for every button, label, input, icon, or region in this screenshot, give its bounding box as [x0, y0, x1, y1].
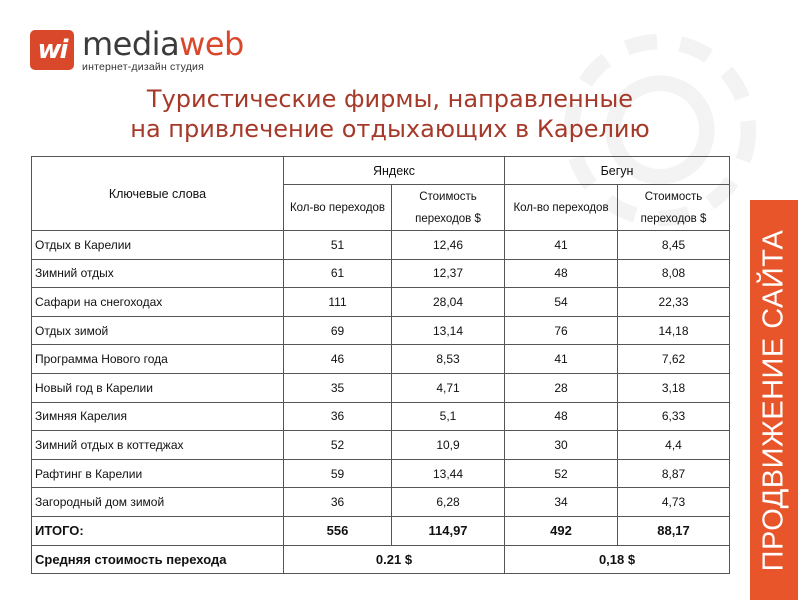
keywords-table	[31, 156, 730, 574]
logo-name-part2: web	[179, 25, 244, 63]
begun-clicks-header: Кол-во переходов	[505, 185, 618, 231]
logo-tagline: интернет-дизайн студия	[82, 61, 205, 73]
begun-cost-cell: 14,18	[618, 316, 730, 345]
begun-cost-header: Стоимость переходов $	[618, 185, 730, 231]
average-yandex: 0.21 $	[284, 545, 505, 573]
begun-cost-cell: 3,18	[618, 373, 730, 402]
yandex-clicks-cell: 61	[284, 259, 392, 288]
begun-group-header: Бегун	[505, 157, 730, 185]
begun-clicks-cell: 41	[505, 231, 618, 260]
yandex-group-header: Яндекс	[284, 157, 505, 185]
average-row	[32, 545, 730, 573]
table-row	[32, 431, 730, 460]
table-row	[32, 402, 730, 431]
keyword-cell: Сафари на снегоходах	[32, 288, 284, 317]
total-yandex-clicks: 556	[284, 516, 392, 545]
yandex-cost-cell: 4,71	[392, 373, 505, 402]
yandex-clicks-cell: 35	[284, 373, 392, 402]
begun-cost-cell: 7,62	[618, 345, 730, 374]
begun-clicks-cell: 48	[505, 259, 618, 288]
yandex-cost-cell: 12,46	[392, 231, 505, 260]
yandex-clicks-cell: 51	[284, 231, 392, 260]
yandex-cost-cell: 28,04	[392, 288, 505, 317]
begun-clicks-cell: 48	[505, 402, 618, 431]
logo-name-part1: media	[82, 25, 180, 63]
total-yandex-cost: 114,97	[392, 516, 505, 545]
begun-clicks-cell: 52	[505, 459, 618, 488]
yandex-cost-header: Стоимость переходов $	[392, 185, 505, 231]
table-row	[32, 231, 730, 260]
begun-cost-cell: 4,4	[618, 431, 730, 460]
begun-cost-cell: 8,08	[618, 259, 730, 288]
keyword-cell: Рафтинг в Карелии	[32, 459, 284, 488]
yandex-clicks-cell: 52	[284, 431, 392, 460]
keyword-cell: Зимний отдых в коттеджах	[32, 431, 284, 460]
begun-cost-cell: 4,73	[618, 488, 730, 517]
yandex-cost-cell: 12,37	[392, 259, 505, 288]
table-header-row	[32, 157, 730, 185]
side-banner	[750, 200, 798, 600]
table-row	[32, 488, 730, 517]
total-begun-cost: 88,17	[618, 516, 730, 545]
begun-cost-cell: 8,87	[618, 459, 730, 488]
logo-mark: wi	[30, 30, 74, 70]
begun-cost-cell: 22,33	[618, 288, 730, 317]
table-row	[32, 288, 730, 317]
average-label: Средняя стоимость перехода	[32, 545, 284, 573]
page-title	[60, 84, 720, 144]
mediaweb-logo	[30, 25, 244, 73]
table-row	[32, 345, 730, 374]
table-row	[32, 316, 730, 345]
yandex-cost-cell: 8,53	[392, 345, 505, 374]
total-begun-clicks: 492	[505, 516, 618, 545]
yandex-clicks-cell: 59	[284, 459, 392, 488]
keyword-cell: Новый год в Карелии	[32, 373, 284, 402]
table-row	[32, 373, 730, 402]
yandex-clicks-cell: 36	[284, 488, 392, 517]
keyword-cell: Зимний отдых	[32, 259, 284, 288]
begun-clicks-cell: 28	[505, 373, 618, 402]
yandex-cost-cell: 5,1	[392, 402, 505, 431]
keyword-column-header: Ключевые слова	[32, 157, 284, 231]
yandex-clicks-cell: 111	[284, 288, 392, 317]
yandex-clicks-header: Кол-во переходов	[284, 185, 392, 231]
table-row	[32, 259, 730, 288]
begun-cost-cell: 6,33	[618, 402, 730, 431]
begun-clicks-cell: 30	[505, 431, 618, 460]
page-title-line1: Туристические фирмы, направленные	[146, 85, 634, 113]
keyword-cell: Отдых зимой	[32, 316, 284, 345]
yandex-cost-cell: 13,14	[392, 316, 505, 345]
total-row	[32, 516, 730, 545]
side-banner-text: ПРОДВИЖЕНИЕ САЙТА	[757, 229, 790, 571]
keyword-cell: Загородный дом зимой	[32, 488, 284, 517]
yandex-cost-cell: 13,44	[392, 459, 505, 488]
yandex-cost-cell: 6,28	[392, 488, 505, 517]
logo-name	[82, 25, 244, 63]
yandex-clicks-cell: 46	[284, 345, 392, 374]
begun-clicks-cell: 54	[505, 288, 618, 317]
yandex-clicks-cell: 69	[284, 316, 392, 345]
average-begun: 0,18 $	[505, 545, 730, 573]
begun-cost-cell: 8,45	[618, 231, 730, 260]
keyword-cell: Зимняя Карелия	[32, 402, 284, 431]
total-label: ИТОГО:	[32, 516, 284, 545]
begun-clicks-cell: 41	[505, 345, 618, 374]
keyword-cell: Отдых в Карелии	[32, 231, 284, 260]
yandex-cost-cell: 10,9	[392, 431, 505, 460]
begun-clicks-cell: 76	[505, 316, 618, 345]
table-row	[32, 459, 730, 488]
begun-clicks-cell: 34	[505, 488, 618, 517]
keyword-cell: Программа Нового года	[32, 345, 284, 374]
yandex-clicks-cell: 36	[284, 402, 392, 431]
page-title-line2: на привлечение отдыхающих в Карелию	[130, 115, 650, 143]
